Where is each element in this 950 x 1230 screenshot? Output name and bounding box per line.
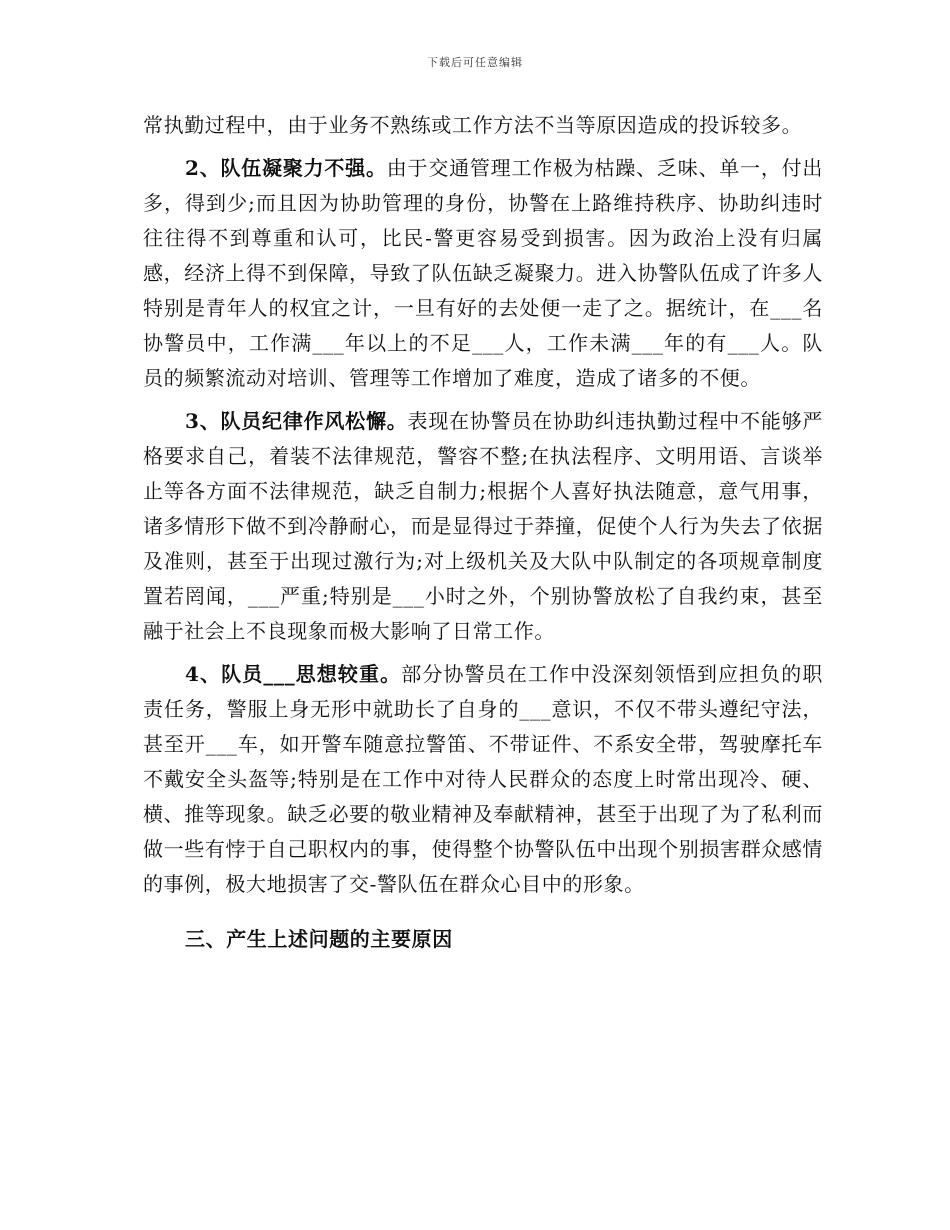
paragraph-cohesion [143,151,823,396]
paragraph-lead: 2、队伍凝聚力不强。 [185,156,387,180]
page-header: 下载后可任意编辑 [427,56,523,69]
paragraph-text: 常执勤过程中，由于业务不熟练或工作方法不当等原因造成的投诉较多。 [143,113,803,137]
paragraph-text: 部分协警员在工作中没深刻领悟到应担负的职责任务，警服上身无形中就助长了自身的___意识，不仅不带头遵纪守法，甚至开___车，如开警车随意拉警笛、不带证件、不系安全带，驾驶摩托车不戴安全头盔等;特别是在工作中对待人民群众的态度上时常出现冷、硬、横、推等现象。缺乏必要的敬业精神及奉献精神，甚至于出现了为了私利而做一些有悖于自己职权内的事，使得整个协警队伍中出现个别损害群众感情的事例，极大地损害了交-警队伍在群众心目中的形象。 [143,662,823,896]
paragraph-mindset [143,657,823,902]
paragraph-lead: 4、队员___思想较重。 [185,662,402,686]
paragraph-continuation [143,108,823,143]
paragraph-lead: 3、队员纪律作风松懈。 [185,409,408,433]
paragraph-discipline [143,404,823,649]
section-heading: 三、产生上述问题的主要原因 [185,927,453,951]
paragraph-text: 表现在协警员在协助纠违执勤过程中不能够严格要求自己，着装不法律规范，警容不整;在执法程序、文明用语、言谈举止等各方面不法律规范，缺乏自制力;根据个人喜好执法随意，意气用事，诸多情形下做不到冷静耐心，而是显得过于莽撞，促使个人行为失去了依据及准则，甚至于出现过激行为;对上级机关及大队中队制定的各项规章制度置若罔闻，___严重;特别是___小时之外，个别协警放松了自我约束，甚至融于社会上不良现象而极大影响了日常工作。 [143,409,823,643]
paragraph-text: 由于交通管理工作极为枯躁、乏味、单一，付出多，得到少;而且因为协助管理的身份，协警在上路维持秩序、协助纠违时往往得不到尊重和认可，比民-警更容易受到损害。因为政治上没有归属感，经济上得不到保障，导致了队伍缺乏凝聚力。进入协警队伍成了许多人特别是青年人的权宜之计，一旦有好的去处便一走了之。据统计，在___名协警员中，工作满___年以上的不足___人，工作未满___年的有___人。队员的频繁流动对培训、管理等工作增加了难度，造成了诸多的不便。 [143,156,823,390]
document-body [143,108,823,957]
